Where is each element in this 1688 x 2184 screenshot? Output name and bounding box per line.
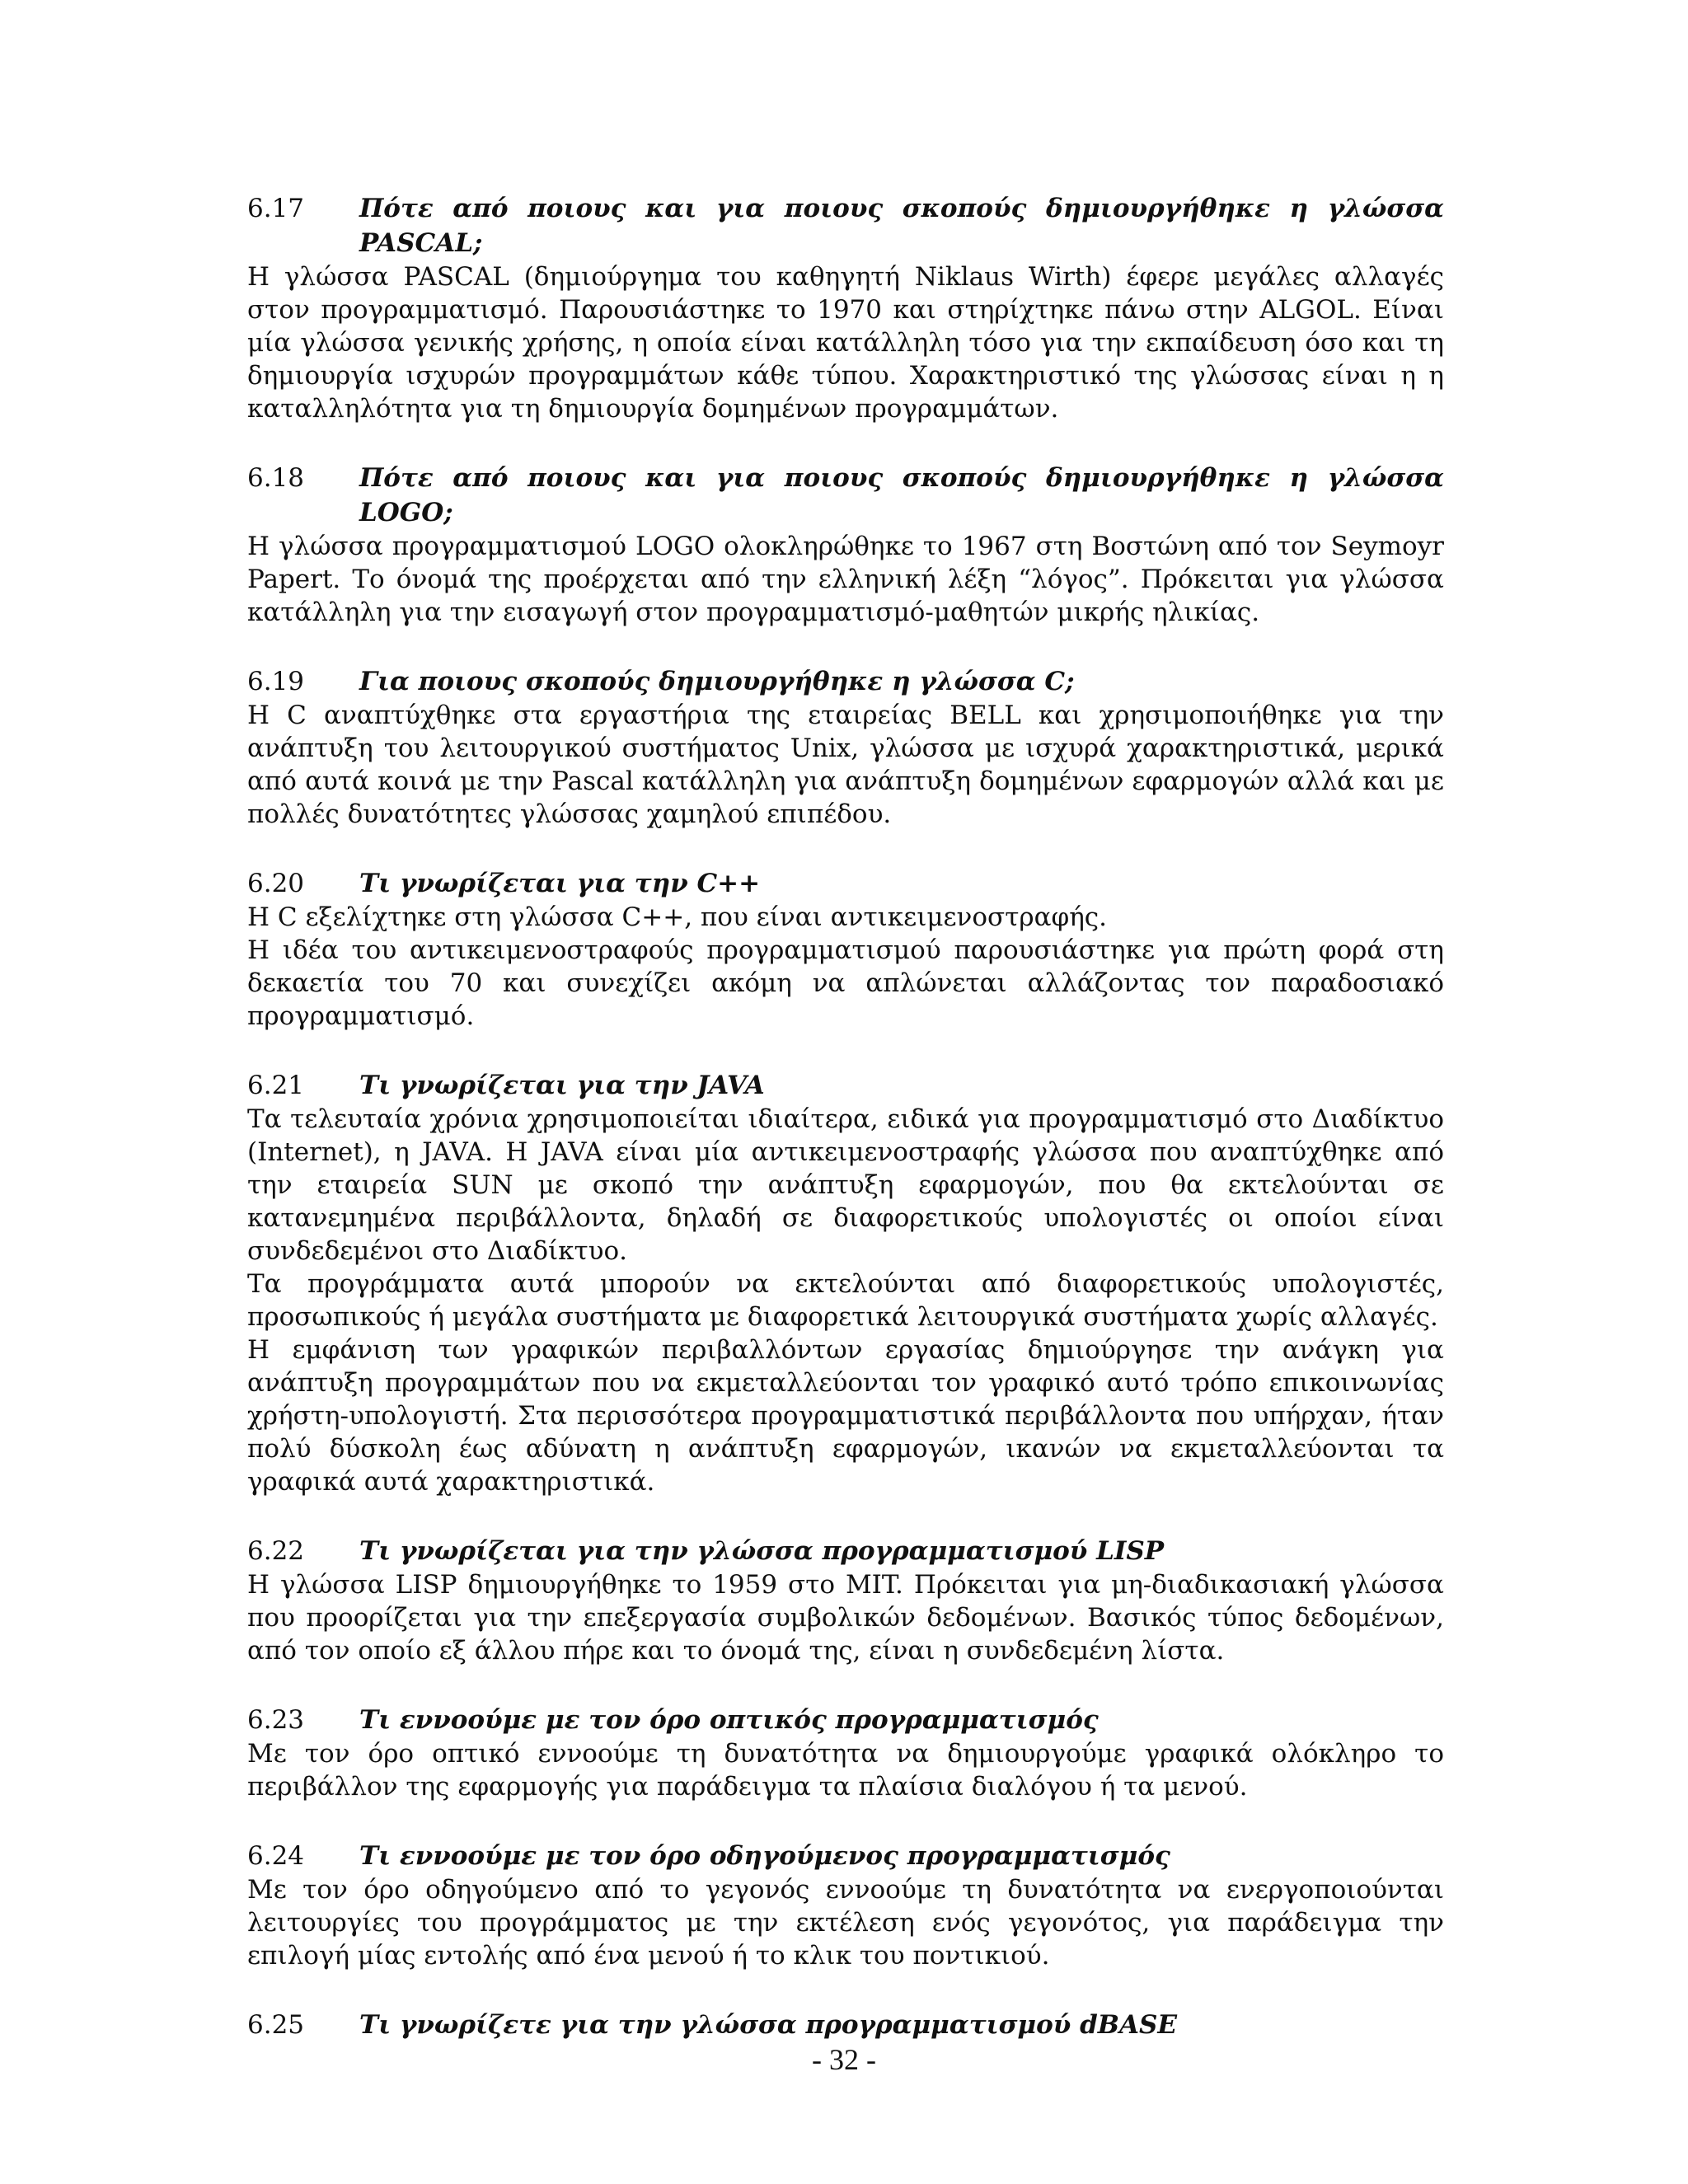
question-number: 6.20 [247,869,305,898]
qa-section [247,866,1444,1033]
question-title: Τι γνωρίζετε για την γλώσσα προγραμματισμού dBASE [359,2010,1178,2040]
answer-paragraph: Η C εξελίχτηκε στη γλώσσα C++, που είναι αντικειμενοστραφής. [247,902,1108,932]
question-number: 6.19 [247,667,305,696]
answer-body [247,699,1444,831]
answer-body [247,1737,1444,1803]
qa-section [247,1068,1444,1498]
answer-paragraph: Η εμφάνιση των γραφικών περιβαλλόντων εργασίας δημιούργησε την ανάγκη για ανάπτυξη προγραμμάτων που να εκμεταλλεύονται τον γραφικό αυτό τρόπο επικοινωνίας χρήστη-υπολογιστή. Στα περισσότερα προγραμματιστικά περιβάλλοντα που υπήρχαν, ήταν πολύ δύσκολη έως αδύνατη η ανάπτυξη εφαρμογών, ικανών να εκμεταλλεύονται τα γραφικά αυτά χαρακτηριστικά. [247,1335,1444,1497]
question-number: 6.24 [247,1841,305,1871]
question-title: Τι γνωρίζεται για την JAVA [359,1071,765,1100]
answer-body [247,1568,1444,1667]
question-number: 6.21 [247,1071,305,1100]
question-number: 6.22 [247,1536,305,1566]
qa-section [247,664,1444,831]
question-number: 6.23 [247,1705,305,1735]
qa-section [247,2008,1444,2042]
qa-section [247,1703,1444,1803]
page-content [247,191,1444,2078]
question-title: Πότε από ποιους και για ποιους σκοπούς δημιουργήθηκε η γλώσσα PASCAL; [359,194,1444,258]
answer-paragraph: Η γλώσσα προγραμματισμού LOGO ολοκληρώθηκε το 1967 στη Βοστώνη από τον Seymoyr Papert. Το όνομά της προέρχεται από την ελληνική λέξη “λόγος”. Πρόκειται για γλώσσα κατάλληλη για την εισαγωγή στον προγραμματισμό-μαθητών μικρής ηλικίας. [247,532,1444,627]
question-number: 6.25 [247,2010,305,2040]
answer-body [247,530,1444,629]
question-heading [247,664,1444,699]
answer-paragraph: Η γλώσσα LISP δημιουργήθηκε το 1959 στο MIT. Πρόκειται για μη-διαδικασιακή γλώσσα που προορίζεται για την επεξεργασία συμβολικών δεδομένων. Βασικός τύπος δεδομένων, από τον οποίο εξ άλλου πήρε και το όνομά της, είναι η συνδεδεμένη λίστα. [247,1570,1444,1666]
question-title: Τι γνωρίζεται για την γλώσσα προγραμματισμού LISP [359,1536,1165,1566]
question-heading [247,1703,1444,1737]
answer-body [247,901,1444,1033]
answer-body [247,1873,1444,1972]
page-number: - 32 - [812,2043,876,2076]
qa-section [247,461,1444,629]
question-heading [247,191,1444,260]
question-title: Πότε από ποιους και για ποιους σκοπούς δημιουργήθηκε η γλώσσα LOGO; [359,463,1444,527]
qa-section [247,1839,1444,1972]
answer-paragraph: Τα τελευταία χρόνια χρησιμοποιείται ιδιαίτερα, ειδικά για προγραμματισμό στο Διαδίκτυο (Internet), η JAVA. Η JAVA είναι μία αντικειμενοστραφής γλώσσα που αναπτύχθηκε από την εταιρεία SUN με σκοπό την ανάπτυξη εφαρμογών, που θα εκτελούνται σε κατανεμημένα περιβάλλοντα, δηλαδή σε διαφορετικούς υπολογιστές οι οποίοι είναι συνδεδεμένοι στο Διαδίκτυο. [247,1104,1444,1266]
question-heading [247,1534,1444,1568]
qa-section [247,191,1444,425]
answer-body [247,1103,1444,1498]
question-heading [247,1068,1444,1103]
question-heading [247,2008,1444,2042]
answer-paragraph: Η ιδέα του αντικειμενοστραφούς προγραμματισμού παρουσιάστηκε για πρώτη φορά στη δεκαετία του 70 και συνεχίζει ακόμη να απλώνεται αλλάζοντας τον παραδοσιακό προγραμματισμό. [247,935,1444,1031]
question-heading [247,461,1444,530]
question-heading [247,866,1444,901]
answer-paragraph: Τα προγράμματα αυτά μπορούν να εκτελούνται από διαφορετικούς υπολογιστές, προσωπικούς ή μεγάλα συστήματα με διαφορετικά λειτουργικά συστήματα χωρίς αλλαγές. [247,1269,1444,1332]
answer-paragraph: Με τον όρο οπτικό εννοούμε τη δυνατότητα να δημιουργούμε γραφικά ολόκληρο το περιβάλλον της εφαρμογής για παράδειγμα τα πλαίσια διαλόγου ή τα μενού. [247,1739,1444,1802]
qa-section [247,1534,1444,1667]
question-heading [247,1839,1444,1873]
question-title: Τι εννοούμε με τον όρο οπτικός προγραμματισμός [359,1705,1099,1735]
question-title: Για ποιους σκοπούς δημιουργήθηκε η γλώσσα C; [359,667,1075,696]
answer-paragraph: Η γλώσσα PASCAL (δημιούργημα του καθηγητή Niklaus Wirth) έφερε μεγάλες αλλαγές στον προγραμματισμό. Παρουσιάστηκε το 1970 και στηρίχτηκε πάνω στην ALGOL. Είναι μία γλώσσα γενικής χρήσης, η οποία είναι κατάλληλη τόσο για την εκπαίδευση όσο και τη δημιουργία ισχυρών προγραμμάτων κάθε τύπου. Χαρακτηριστικό της γλώσσας είναι η η καταλληλότητα για τη δημιουργία δομημένων προγραμμάτων. [247,262,1444,424]
question-title: Τι εννοούμε με τον όρο οδηγούμενος προγραμματισμός [359,1841,1170,1871]
answer-body [247,260,1444,425]
question-number: 6.17 [247,194,305,223]
answer-paragraph: Με τον όρο οδηγούμενο από το γεγονός εννοούμε τη δυνατότητα να ενεργοποιούνται λειτουργίες του προγράμματος με την εκτέλεση ενός γεγονότος, για παράδειγμα την επιλογή μίας εντολής από ένα μενού ή το κλικ του ποντικιού. [247,1875,1444,1971]
question-title: Τι γνωρίζεται για την C++ [359,869,761,898]
answer-paragraph: Η C αναπτύχθηκε στα εργαστήρια της εταιρείας BELL και χρησιμοποιήθηκε για την ανάπτυξη του λειτουργικού συστήματος Unix, γλώσσα με ισχυρά χαρακτηριστικά, μερικά από αυτά κοινά με την Pascal κατάλληλη για ανάπτυξη δομημένων εφαρμογών αλλά και με πολλές δυνατότητες γλώσσας χαμηλού επιπέδου. [247,701,1444,829]
question-number: 6.18 [247,463,305,493]
